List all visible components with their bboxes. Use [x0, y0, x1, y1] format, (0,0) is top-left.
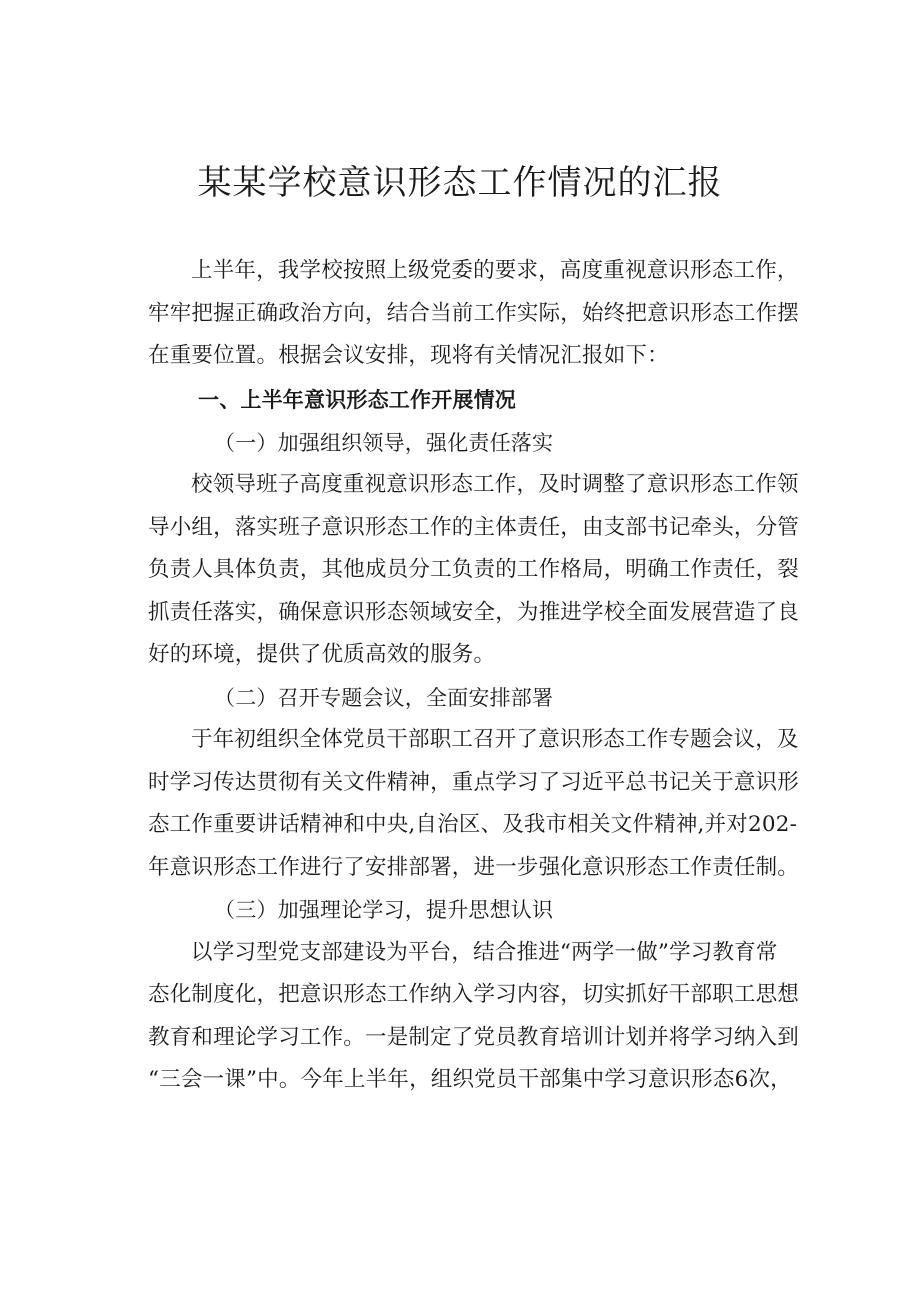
body-line: 态工作重要讲话精神和中央,自治区、及我市相关文件精神,并对202- [148, 812, 798, 837]
body-line: 时学习传达贯彻有关文件精神，重点学习了习近平总书记关于意识形 [148, 769, 800, 795]
subsection-heading-2: （二）召开专题会议，全面安排部署 [214, 685, 554, 710]
body-line: 态化制度化，把意识形态工作纳入学习内容，切实抓好干部职工思想 [148, 982, 800, 1007]
intro-paragraph [148, 250, 808, 378]
body-line: 好的环境，提供了优质高效的服务。 [148, 642, 496, 667]
body-line: 校领导班子高度重视意识形态工作，及时调整了意识形态工作领 [191, 472, 799, 497]
body-line: “三会一课”中。今年上半年，组织党员干部集中学习意识形态6次， [148, 1067, 792, 1092]
intro-line: 牢牢把握正确政治方向，结合当前工作实际，始终把意识形态工作摆 [148, 300, 800, 326]
body-line: 年意识形态工作进行了安排部署，进一步强化意识形态工作责任制。 [148, 854, 800, 880]
section-heading-1: 一、上半年意识形态工作开展情况 [198, 387, 516, 412]
body-line: 负责人具体负责，其他成员分工负责的工作格局，明确工作责任，裂 [148, 557, 800, 582]
subsection-3-paragraph [148, 932, 808, 1102]
document-title: 某某学校意识形态工作情况的汇报 [197, 163, 723, 203]
subsection-heading-3: （三）加强理论学习，提升思想认识 [214, 898, 554, 922]
body-line: 抓责任落实，确保意识形态领域安全，为推进学校全面发展营造了良 [148, 599, 800, 625]
subsection-2-paragraph [148, 719, 808, 889]
body-line: 于年初组织全体党员干部职工召开了意识形态工作专题会议，及 [191, 727, 799, 752]
subsection-1-paragraph [148, 464, 808, 677]
body-line: 以学习型党支部建设为平台，结合推进“两学一做”学习教育常 [191, 939, 778, 965]
intro-line: 上半年，我学校按照上级党委的要求，高度重视意识形态工作， [191, 258, 799, 283]
body-line: 导小组，落实班子意识形态工作的主体责任，由支部书记牵头，分管 [148, 514, 800, 540]
intro-line: 在重要位置。根据会议安排，现将有关情况汇报如下： [148, 343, 669, 368]
document-body [148, 250, 808, 1102]
subsection-heading-1: （一）加强组织领导，强化责任落实 [214, 430, 554, 455]
body-line: 教育和理论学习工作。一是制定了党员教育培训计划并将学习纳入到 [148, 1024, 800, 1050]
